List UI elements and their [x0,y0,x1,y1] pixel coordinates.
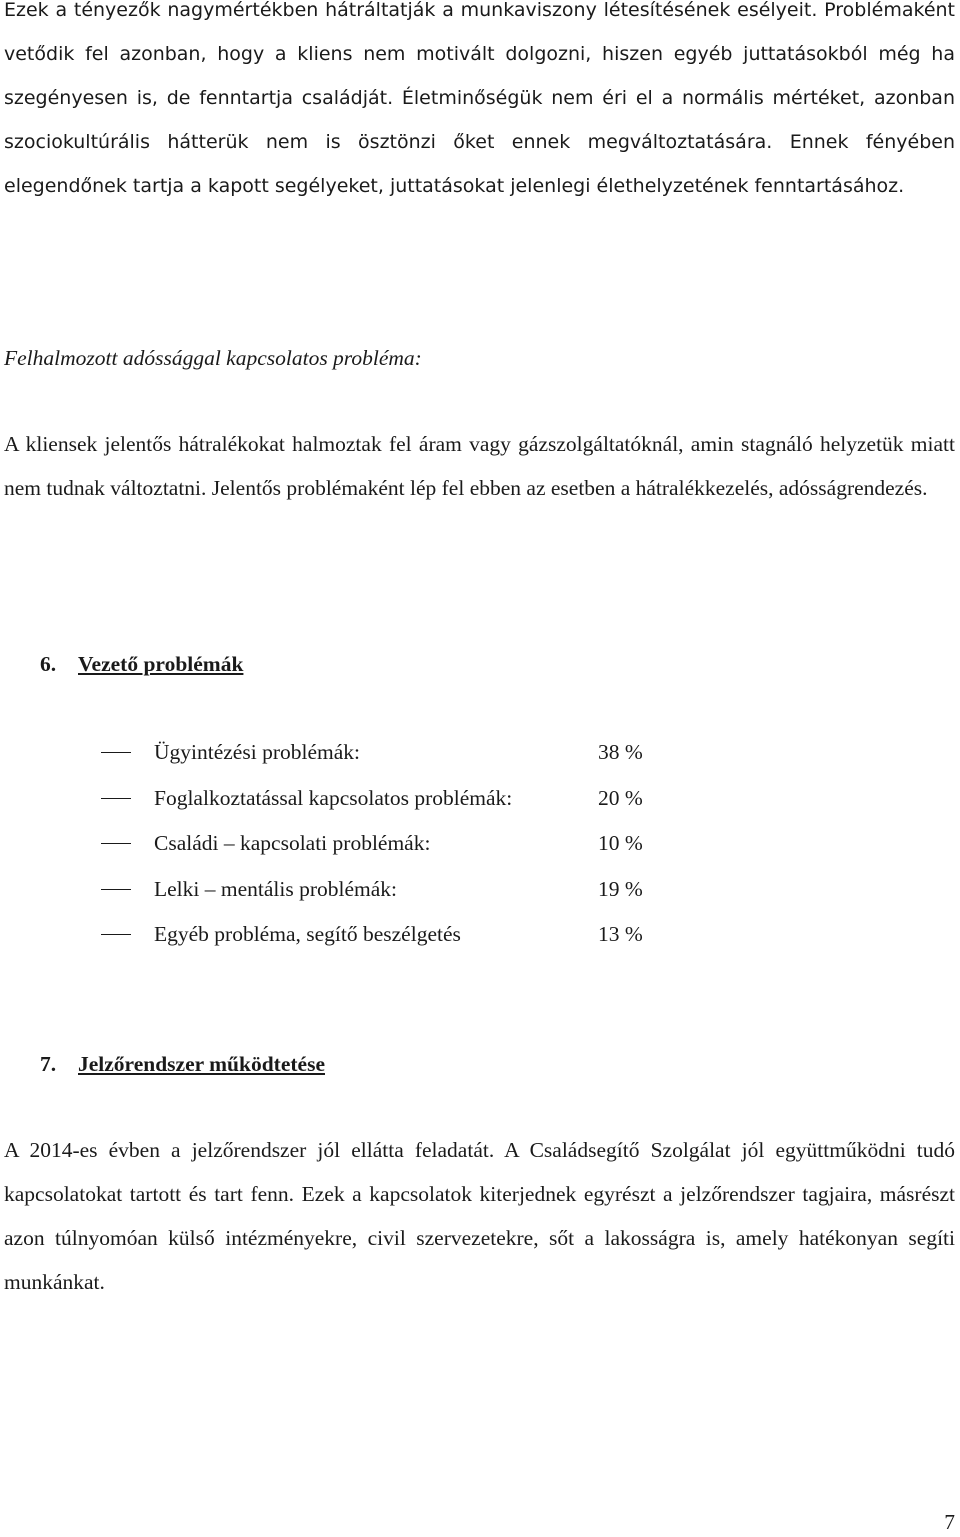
page-number: 7 [944,1510,955,1534]
list-item [100,823,643,869]
list-item [100,869,643,915]
section-title: Jelzőrendszer működtetése [78,1052,325,1076]
section-heading-7 [40,1049,325,1079]
section-title: Vezető problémák [78,652,244,676]
list-item-value: 20 % [598,785,643,810]
list-item [100,732,643,778]
problems-list [100,732,643,960]
section-heading-6 [40,649,243,679]
section-number: 7. [40,1052,57,1076]
list-item-value: 13 % [598,922,643,946]
list-item [100,778,643,824]
section-number: 6. [40,652,57,676]
paragraph-work-motivation: Ezek a tényezők nagymértékben hátráltatják a munkaviszony létesítésének esélyeit. Problémaként vetődik fel azonban, hogy a kliens nem motivált dolgozni, hiszen egyéb juttatásokból még ha szegényesen is, de fenntartja családját. Életminőségük nem éri el a normális mértéket, azonban szociokultúrális hátterük nem is ösztönzi őket ennek megváltoztatására. Ennek fényében elegendőnek tartja a kapott segélyeket, juttatásokat jelenlegi élethelyzetének fenntartásához. [4,0,955,197]
list-item-label: Lelki – mentális problémák: [154,876,398,901]
subheading-debt-problem: Felhalmozott adóssággal kapcsolatos probléma: [4,346,422,370]
list-item-value: 10 % [598,831,643,855]
list-item-label: Egyéb probléma, segítő beszélgetés [154,922,461,946]
list-item-label: Foglalkoztatással kapcsolatos problémák: [154,785,513,810]
list-item-label: Ügyintézési problémák: [154,740,360,764]
list-item-value: 19 % [598,876,643,901]
paragraph-debt: A kliensek jelentős hátralékokat halmoztak fel áram vagy gázszolgáltatóknál, amin stagnáló helyzetük miatt nem tudnak változtatni. Jelentős problémaként lép fel ebben az esetben a hátralékkezelés, adósságrendezés. [4,432,955,500]
list-item-label: Családi – kapcsolati problémák: [154,831,431,855]
list-item [100,914,643,960]
paragraph-signal-system: A 2014-es évben a jelzőrendszer jól ellátta feladatát. A Családsegítő Szolgálat jól együttműködni tudó kapcsolatokat tartott és tart fenn. Ezek a kapcsolatok kiterjednek egyrészt a jelzőrendszer tagjaira, másrészt azon túlnyomóan külső intézményekre, civil szervezetekre, sőt a lakosságra is, amely hatékonyan segíti munkánkat. [4,1138,955,1294]
list-item-value: 38 % [598,740,643,764]
